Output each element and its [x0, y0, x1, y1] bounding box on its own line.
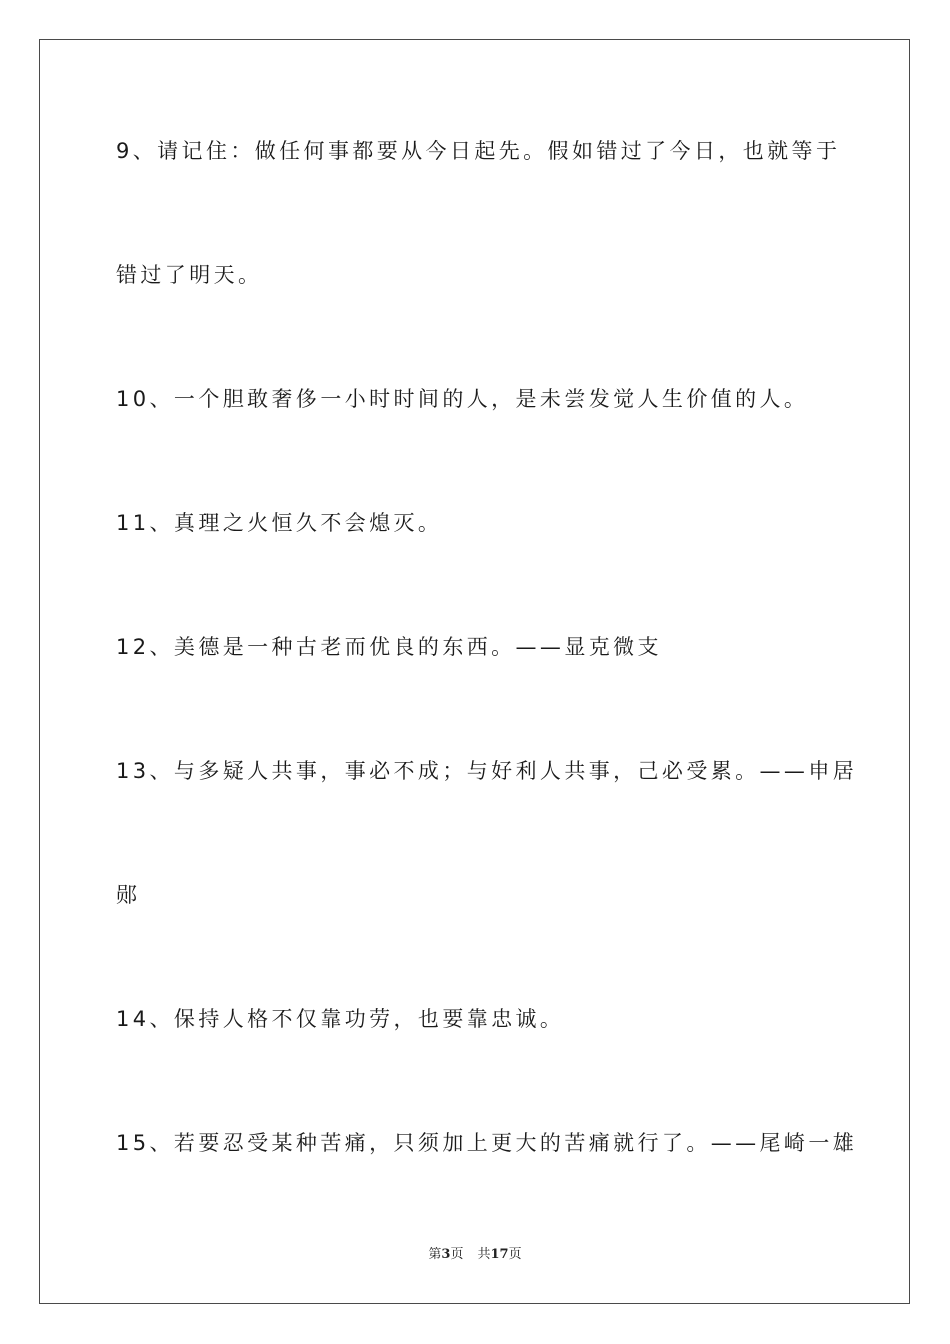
text-line-item-14: 14、保持人格不仅靠功劳，也要靠忠诚。 — [116, 1007, 565, 1031]
footer-total-suffix: 页 — [508, 1247, 522, 1262]
text-line-item-11: 11、真理之火恒久不会熄灭。 — [116, 511, 443, 535]
footer-total-prefix: 共 — [477, 1247, 491, 1262]
page-border — [39, 39, 910, 1304]
text-line-item-9: 9、请记住：做任何事都要从今日起先。假如错过了今日，也就等于 — [116, 139, 841, 163]
page-footer — [0, 1246, 950, 1264]
text-line-item-13-continued: 郧 — [116, 883, 141, 907]
footer-total-number: 17 — [490, 1247, 509, 1262]
text-line-item-9-continued: 错过了明天。 — [116, 263, 263, 287]
footer-page-suffix: 页 — [450, 1247, 464, 1262]
footer-page-prefix: 第 — [428, 1247, 442, 1262]
text-line-item-13: 13、与多疑人共事，事必不成；与好利人共事，己必受累。——申居 — [116, 759, 858, 783]
text-line-item-10: 10、一个胆敢奢侈一小时时间的人，是未尝发觉人生价值的人。 — [116, 387, 809, 411]
footer-page-number: 3 — [441, 1247, 451, 1262]
text-line-item-12: 12、美德是一种古老而优良的东西。——显克微支 — [116, 635, 662, 659]
text-line-item-15: 15、若要忍受某种苦痛，只须加上更大的苦痛就行了。——尾崎一雄 — [116, 1131, 858, 1155]
